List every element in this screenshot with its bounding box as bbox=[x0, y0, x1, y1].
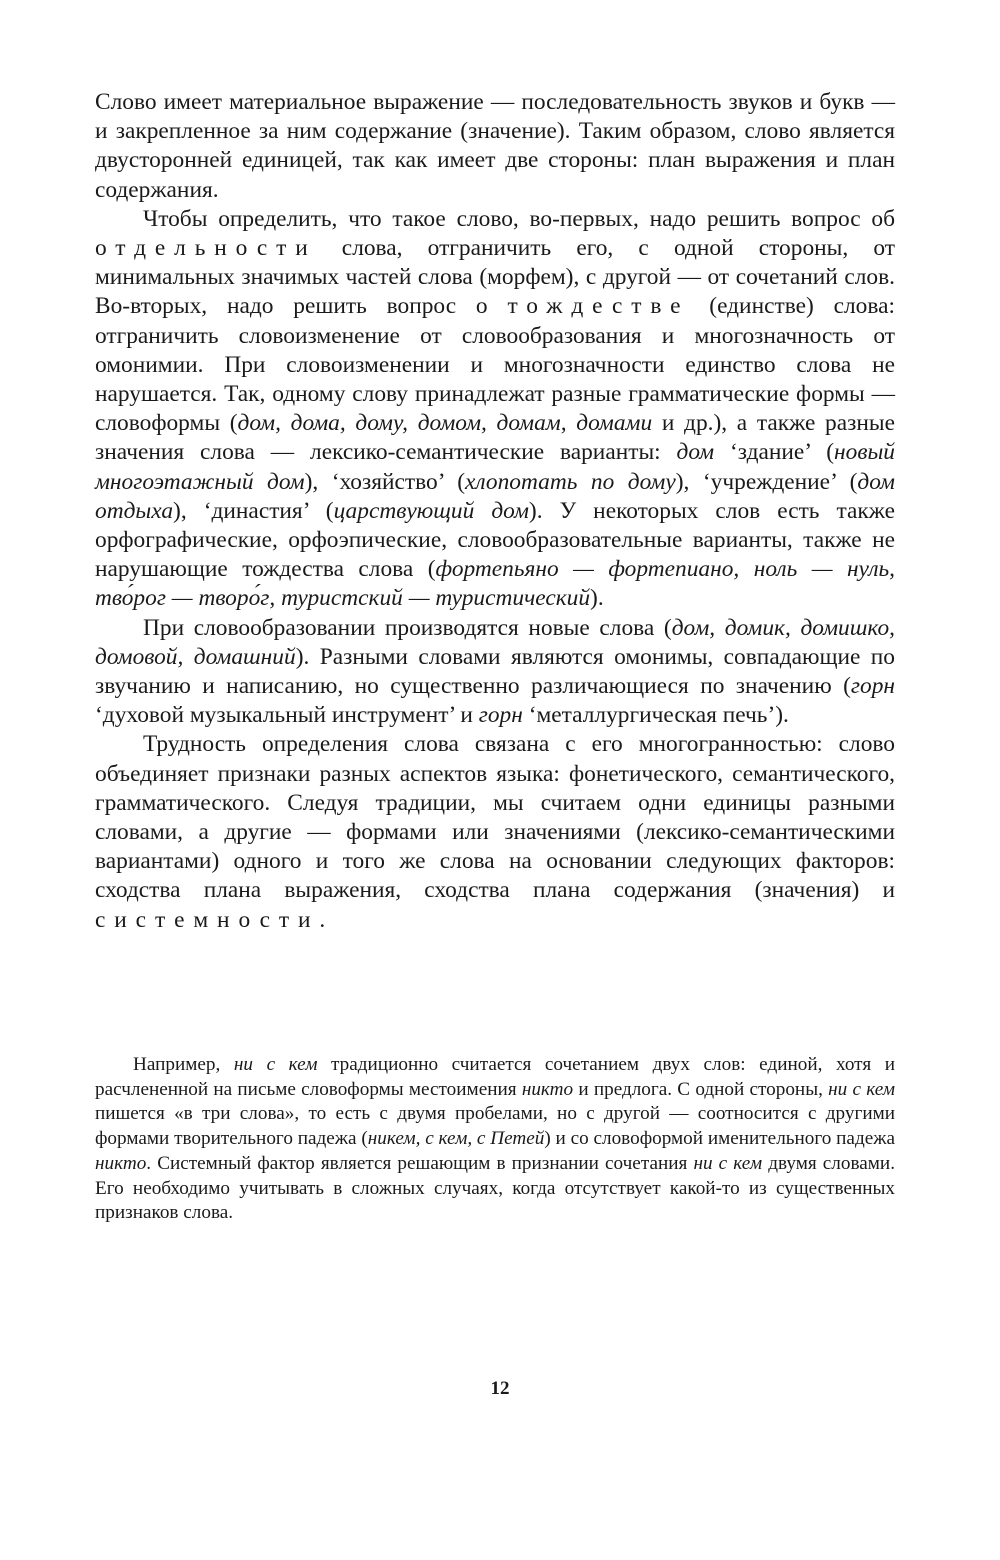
page-number: 12 bbox=[490, 1378, 510, 1399]
text-run: Например, bbox=[133, 1054, 234, 1075]
text-run: ). У некоторых слов есть также орфографические, орфоэпические, словообразовательные варианты, также не нарушающие тождества слова ( bbox=[95, 497, 895, 583]
paragraph-4 bbox=[95, 730, 895, 934]
text-run: . Системный фактор является решающим в признании сочетания bbox=[146, 1152, 694, 1174]
text-run: ‘духовой музыкальный инструмент’ и bbox=[95, 702, 479, 729]
paragraph-3 bbox=[95, 614, 895, 731]
text-run: Трудность определения слова связана с его многогранностью: слово объединяет признаки разных аспектов языка: фонетического, семантического, грамматического. Следуя традиции, мы считаем одни единицы разными словами, а другие — формами или значениями (лексико-семантическими вариантами) одного и того же слова на основании следующих факторов: сходства плана выражения, сходства плана содержания (значения) и bbox=[95, 731, 895, 904]
paragraph-2 bbox=[95, 205, 895, 614]
text-run: ‘здание’ ( bbox=[714, 439, 835, 466]
text-run: традиционно считается сочетанием двух слов: единой, хотя и расчлененной на письме словоформы местоимения bbox=[95, 1054, 895, 1100]
text-run: ) и со словоформой именительного падежа bbox=[544, 1128, 896, 1150]
spaced-term: системности bbox=[95, 906, 320, 933]
text-run: ), ‘учреждение’ ( bbox=[675, 468, 858, 495]
italic-example: ни с кем bbox=[233, 1054, 318, 1075]
italic-example: дом, домик, домишко, домовой, домашний bbox=[95, 614, 895, 670]
italic-example: хлопотать по дому bbox=[465, 468, 676, 495]
text-run: двумя словами. Его необходимо учитывать в сложных случаях, когда отсутствует какой-то из существенных признаков слова. bbox=[95, 1152, 895, 1224]
paragraph-1 bbox=[95, 88, 895, 205]
italic-example: никем, с кем, с Петей bbox=[367, 1128, 545, 1150]
italic-example: дом bbox=[676, 439, 715, 466]
italic-example: царствующий дом bbox=[333, 497, 529, 524]
spaced-term: тождестве bbox=[507, 293, 690, 320]
italic-example: новый многоэтажный дом bbox=[95, 439, 896, 495]
italic-example: дом отдыха bbox=[95, 468, 895, 524]
text-run: ). bbox=[590, 585, 604, 612]
text-run: При словообразовании производятся новые слова ( bbox=[143, 614, 672, 641]
text-run: ). Разными словами являются омонимы, совпадающие по звучанию и написанию, но существенно различающиеся по значению ( bbox=[95, 643, 895, 700]
text-run: ‘металлургическая печь’). bbox=[522, 702, 789, 729]
italic-example: фортепьяно — фортепиано, ноль — нуль, тво́рог — творо́г, туристский — туристический bbox=[95, 556, 896, 612]
text-run: слова, отграничить его, с одной стороны, от минимальных значимых частей слова (морфем), с другой — от сочетаний слов. Во-вторых, надо решить вопрос о bbox=[95, 235, 895, 320]
italic-example: горн bbox=[850, 673, 895, 700]
italic-example: никто bbox=[521, 1078, 574, 1100]
italic-example: ни с кем bbox=[828, 1078, 895, 1100]
text-run: и предлога. С одной стороны, bbox=[573, 1078, 829, 1100]
text-run: и др.), а также разные значения слова — лексико-семантические варианты: bbox=[95, 410, 895, 466]
text-run: Слово имеет материальное выражение — последовательность звуков и букв — и закрепленное за ним содержание (значение). Таким образом, слово является двусторонней единицей, так как имеет две стороны: план выражения и план содержания. bbox=[95, 89, 895, 203]
italic-example: дом, дома, дому, домом, домам, домами bbox=[237, 410, 653, 437]
text-run: Чтобы определить, что такое слово, во-первых, надо решить вопрос об bbox=[143, 205, 895, 232]
text-run: . bbox=[319, 906, 326, 933]
text-run: (единстве) слова: отграничить словоизменение от словообразования и многозначность от омонимии. При словоизменении и многозначности единство слова не нарушается. Так, одному слову принадлежат разные грамматические формы — словоформы ( bbox=[95, 293, 895, 437]
italic-example: никто bbox=[95, 1152, 147, 1174]
text-run: ), ‘династия’ ( bbox=[173, 497, 334, 524]
note-paragraph bbox=[95, 1053, 895, 1226]
main-text bbox=[95, 88, 895, 935]
text-run: пишется «в три слова», то есть с двумя пробелами, но с другой — соотносится с другими формами творительного падежа ( bbox=[95, 1103, 895, 1150]
italic-example: ни с кем bbox=[693, 1152, 763, 1174]
italic-example: горн bbox=[478, 702, 523, 729]
text-run: ), ‘хозяйство’ ( bbox=[304, 468, 466, 495]
spaced-term: отдельности bbox=[95, 235, 317, 262]
